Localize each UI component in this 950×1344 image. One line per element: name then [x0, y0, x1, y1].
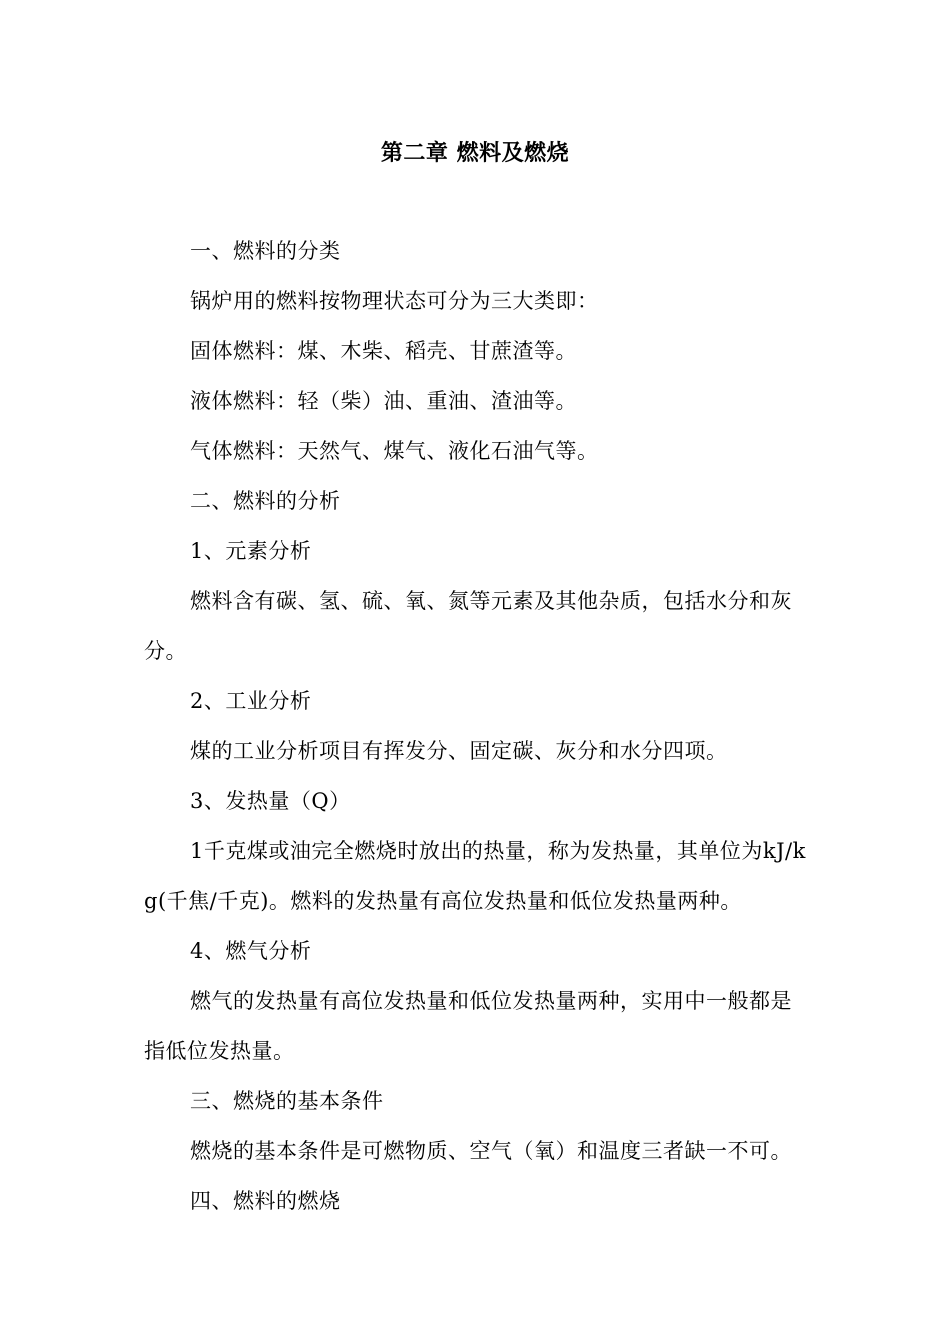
paragraph-calorific-value: 1千克煤或油完全燃烧时放出的热量，称为发热量，其单位为kJ/kg(千焦/千克)。燃料的发热量有高位发热量和低位发热量两种。	[144, 839, 806, 913]
page-title: 第二章 燃料及燃烧	[380, 140, 570, 166]
subheading-gas-analysis: 4、燃气分析	[190, 939, 312, 963]
section-heading-fuel-combustion: 四、燃料的燃烧	[190, 1189, 341, 1213]
section-heading-fuel-analysis: 二、燃料的分析	[190, 489, 341, 513]
subheading-industrial-analysis: 2、工业分析	[190, 689, 312, 713]
paragraph-industrial-analysis: 煤的工业分析项目有挥发分、固定碳、灰分和水分四项。	[190, 739, 728, 763]
paragraph-gas-analysis: 燃气的发热量有高位发热量和低位发热量两种，实用中一般都是指低位发热量。	[144, 989, 792, 1063]
section-heading-fuel-classification: 一、燃料的分类	[190, 239, 341, 263]
subheading-calorific-value: 3、发热量（Q）	[190, 789, 351, 813]
subheading-elemental-analysis: 1、元素分析	[190, 539, 312, 563]
paragraph-solid-fuel: 固体燃料：煤、木柴、稻壳、甘蔗渣等。	[190, 339, 577, 363]
paragraph-combustion-conditions: 燃烧的基本条件是可燃物质、空气（氧）和温度三者缺一不可。	[190, 1139, 792, 1163]
document-body	[144, 226, 809, 1226]
section-heading-combustion-conditions: 三、燃烧的基本条件	[190, 1089, 384, 1113]
paragraph-gas-fuel: 气体燃料：天然气、煤气、液化石油气等。	[190, 439, 599, 463]
paragraph-elemental-analysis: 燃料含有碳、氢、硫、氧、氮等元素及其他杂质，包括水分和灰分。	[144, 589, 792, 663]
paragraph-fuel-categories: 锅炉用的燃料按物理状态可分为三大类即：	[190, 289, 599, 313]
paragraph-liquid-fuel: 液体燃料：轻（柴）油、重油、渣油等。	[190, 389, 577, 413]
